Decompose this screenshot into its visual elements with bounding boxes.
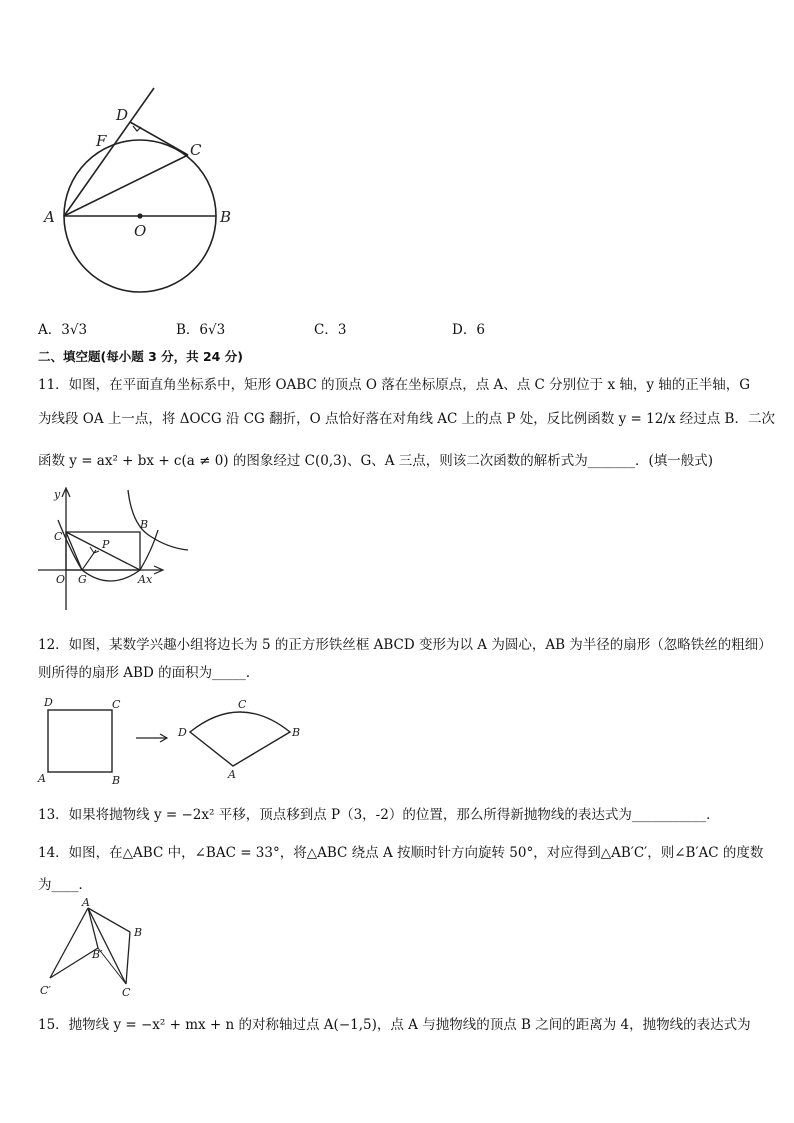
label-ax: Ax <box>138 573 153 586</box>
option-a-value: 3√3 <box>61 322 88 338</box>
q14-figure <box>0 896 200 1006</box>
q12-line1: 12．如图，某数学兴趣小组将边长为 5 的正方形铁丝框 ABCD 变形为以 A 为圆心，AB 为半径的扇形（忽略铁丝的粗细） <box>38 637 772 653</box>
option-a <box>38 318 87 338</box>
q11-figure <box>0 480 240 620</box>
label-g: G <box>78 573 87 586</box>
label-c2: C <box>238 698 247 711</box>
label-c-prime: C′ <box>40 984 51 997</box>
option-c <box>314 318 346 338</box>
q11-line3: 函数 y = ax² + bx + c(a ≠ 0) 的图象经过 C(0,3)、G、A 三点，则该二次函数的解析式为_______．(填一般式) <box>38 453 714 469</box>
label-y: y <box>54 488 61 501</box>
option-a-key: A． <box>38 322 62 338</box>
line-c-prime-b-prime <box>50 948 98 978</box>
chord-ac <box>64 155 188 216</box>
label-b: B <box>140 518 149 531</box>
label-c: C <box>190 141 202 159</box>
label-c: C <box>122 986 131 999</box>
label-o: O <box>134 222 147 240</box>
circle-figure <box>0 0 794 320</box>
q15-text: 15．抛物线 y = −x² + mx + n 的对称轴过点 A(−1,5)，点 A 与抛物线的顶点 B 之间的距离为 4，抛物线的表达式为 <box>38 1017 751 1033</box>
option-d <box>452 318 485 338</box>
label-a: A <box>82 896 90 909</box>
section-title: 二、填空题(每小题 3 分，共 24 分) <box>38 349 243 364</box>
label-d: D <box>116 106 129 124</box>
option-b-key: B． <box>176 322 200 338</box>
label-c: C <box>112 698 121 711</box>
label-d: D <box>44 696 53 709</box>
hyperbola <box>128 490 188 550</box>
label-b: B <box>112 774 121 787</box>
label-b-prime: B′ <box>92 948 103 961</box>
line-ac-prime <box>50 908 88 978</box>
label-f: F <box>96 132 107 150</box>
label-b: B <box>220 208 232 226</box>
tangent-dc <box>130 122 188 155</box>
line-ab-prime <box>88 908 98 948</box>
label-a: A <box>38 772 46 785</box>
label-d2: D <box>178 726 187 739</box>
option-b <box>176 318 225 338</box>
label-o: O <box>56 573 66 586</box>
option-c-value: 3 <box>337 322 347 338</box>
sector-abd <box>190 712 290 766</box>
line-ad <box>64 88 154 216</box>
line-cg <box>66 532 82 570</box>
label-a2: A <box>228 768 236 781</box>
label-a: A <box>44 208 55 226</box>
q12-figure <box>0 690 340 790</box>
center-dot <box>137 213 142 218</box>
label-b2: B <box>292 726 301 739</box>
q11-line1: 11．如图，在平面直角坐标系中，矩形 OABC 的顶点 O 落在坐标原点，点 A、点 C 分别位于 x 轴，y 轴的正半轴，G <box>38 377 751 393</box>
line-bc <box>126 932 130 984</box>
label-p: P <box>102 538 110 551</box>
q14-line1: 14．如图，在△ABC 中，∠BAC = 33°，将△ABC 绕点 A 按顺时针方向旋转 50°，对应得到△AB′C′，则∠B′AC 的度数 <box>38 845 764 861</box>
option-d-key: D． <box>452 322 477 338</box>
option-b-value: 6√3 <box>199 322 226 338</box>
square-abcd <box>48 710 112 772</box>
q14-line2: 为____． <box>38 877 92 893</box>
q12-line2: 则所得的扇形 ABD 的面积为_____． <box>38 665 260 681</box>
q11-line2: 为线段 OA 上一点，将 ΔOCG 沿 CG 翻折，O 点恰好落在对角线 AC 上的点 P 处，反比例函数 y = 12/x 经过点 B．二次 <box>38 411 775 427</box>
label-b: B <box>134 926 143 939</box>
option-d-value: 6 <box>476 322 485 338</box>
label-c: C <box>54 530 63 543</box>
q13-text: 13．如果将抛物线 y = −2x² 平移，顶点移到点 P（3，-2）的位置，那么所得新抛物线的表达式为___________． <box>38 807 720 823</box>
option-c-key: C． <box>314 322 338 338</box>
